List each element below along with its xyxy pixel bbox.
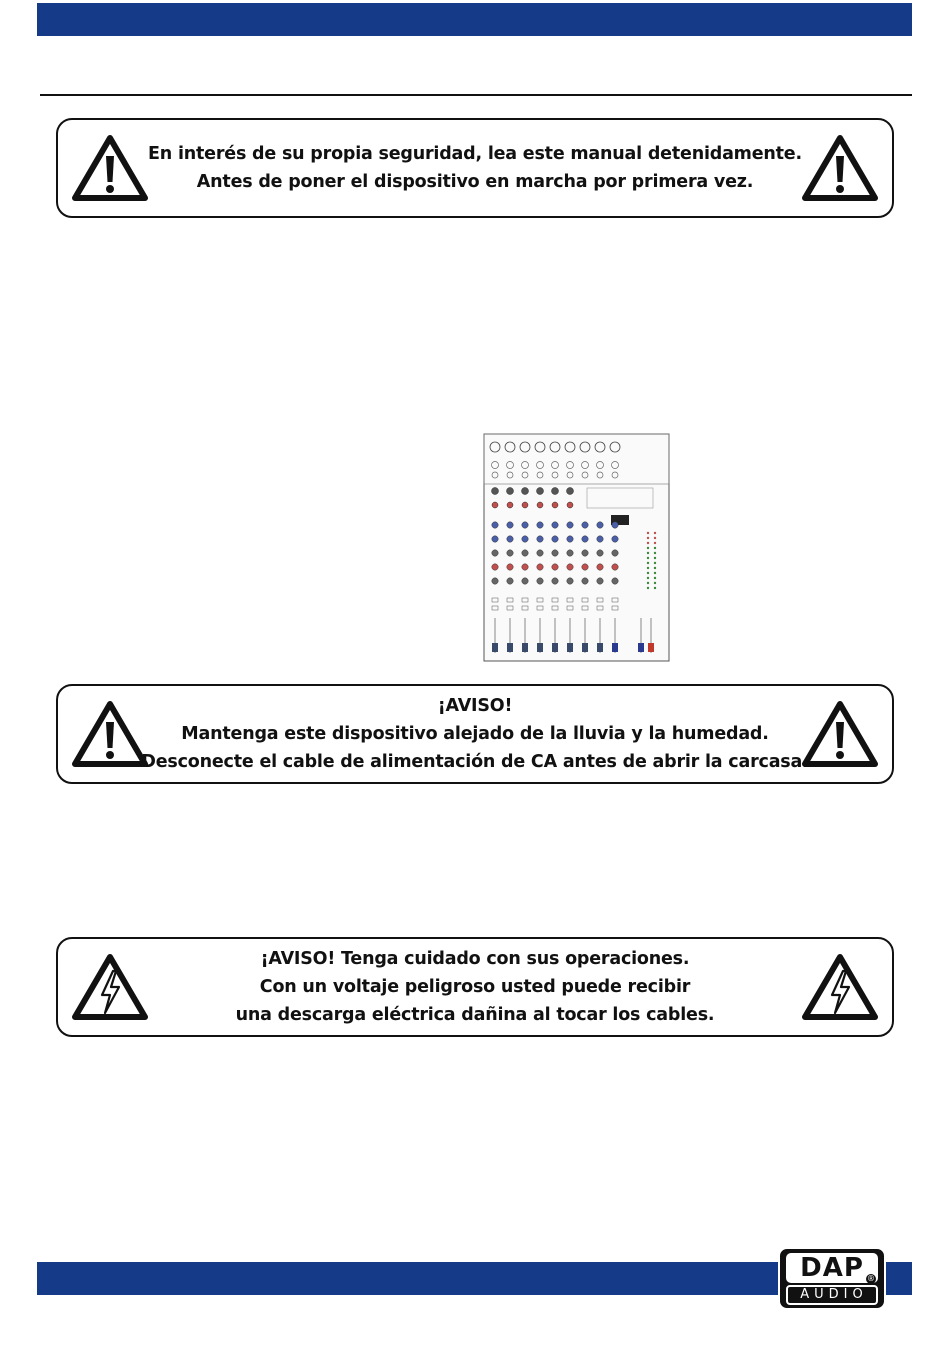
safety-warning-box: [56, 118, 894, 218]
mixer-illustration: [483, 433, 670, 662]
shock-warning-box: [56, 937, 894, 1037]
shock-line-2: Con un voltaje peligroso usted puede recibir: [259, 977, 691, 997]
high-voltage-icon: [801, 953, 879, 1021]
moisture-line-3: Desconecte el cable de alimentación de CA antes de abrir la carcasa.: [141, 752, 809, 772]
warning-triangle-icon: [71, 134, 149, 202]
shock-line-3: una descarga eléctrica dañina al tocar los cables.: [235, 1005, 715, 1025]
shock-line-1: ¡AVISO! Tenga cuidado con sus operaciones.: [260, 949, 690, 969]
logo-registered-mark: ®: [867, 1274, 875, 1283]
high-voltage-icon: [71, 953, 149, 1021]
safety-line-2: Antes de poner el dispositivo en marcha por primera vez.: [196, 172, 754, 192]
moisture-line-2: Mantenga este dispositivo alejado de la lluvia y la humedad.: [181, 724, 769, 744]
safety-line-1: En interés de su propia seguridad, lea este manual detenidamente.: [148, 144, 802, 164]
dap-audio-logo: [778, 1247, 886, 1310]
header-divider: [40, 94, 912, 96]
warning-triangle-icon: [801, 134, 879, 202]
header-bar: [37, 3, 912, 36]
warning-triangle-icon: [801, 700, 879, 768]
logo-subtitle: AUDIO: [786, 1285, 878, 1305]
logo-word: DAP: [786, 1253, 878, 1283]
moisture-line-1: ¡AVISO!: [437, 696, 513, 716]
moisture-warning-box: [56, 684, 894, 784]
